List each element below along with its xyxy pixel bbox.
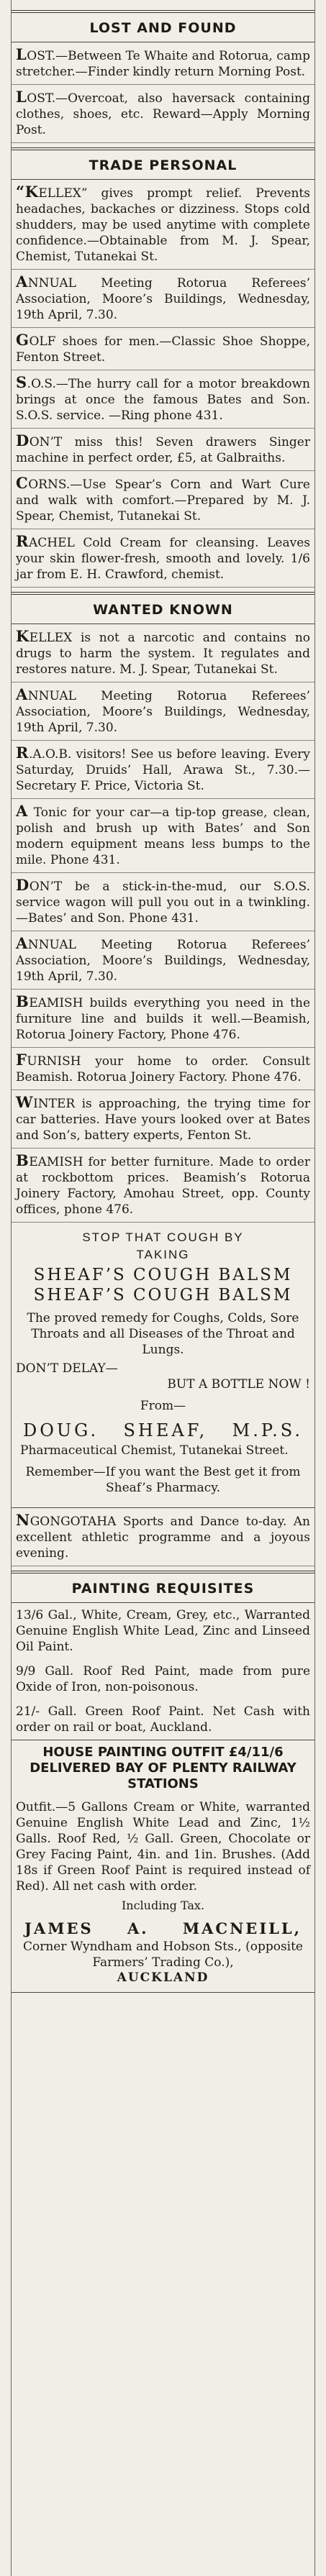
ad-furnish: FURNISH your home to order. Consult Beamish. Rotorua Joinery Factory. Phone 476. [12,1048,314,1090]
ad-lost-stretcher: LOST.—Between Te Whaite and Rotorua, camp stretcher.—Finder kindly return Morning Post. [12,42,314,85]
sheaf-pharm: Pharmaceutical Chemist, Tutanekai Street. [20,1443,289,1458]
ad-ngongotaha: NGONGOTAHA Sports and Dance to-day. An excellent athletic programme and a joyous evening. [12,1508,314,1566]
ad-winter: WINTER is approaching, the trying time for car batteries. Have yours looked over at Bates and Son’s, battery experts, Fenton St. [12,1090,314,1148]
sheaf-advert [12,1223,314,1507]
sheaf-body: The proved remedy for Coughs, Colds, Sore Throats and all Diseases of the Throat and Lungs. [27,1311,299,1357]
trade-personal-heading: TRADE PERSONAL [12,150,314,180]
classified-page [11,0,315,2576]
ad-tonic: A Tonic for your car—a tip-top grease, clean, polish and brush up with Bates’ and Son modern equipment means less bumps to the mile. Phone 431. [12,799,314,873]
paint-item-roof-red: 9/9 Gall. Roof Red Paint, made from pure Oxide of Iron, non-poisonous. [16,1664,310,1694]
sheaf-doug-name: DOUG. SHEAF, M.P.S. [23,1420,303,1440]
lost-found-heading: LOST AND FOUND [12,13,314,42]
ad-beamish-better: BEAMISH for better furniture. Made to order at rockbottom prices. Beamish’s Rotorua Joinery Factory, Amohau Street, opp. County offices, phone 476. [12,1148,314,1223]
ad-stick-in-mud: DON’T be a stick-in-the-mud, our S.O.S. service wagon will pull you out in a twinkling.—Bates’ and Son. Phone 431. [12,873,314,931]
sheaf-title-line1: STOP THAT COUGH BY [82,1230,244,1244]
ad-annual-meeting: ANNUAL Meeting Rotorua Referees’ Association, Moore’s Buildings, Wednesday, 19th April, 7.30. [12,270,314,328]
painting-heading: PAINTING REQUISITES [12,1574,314,1603]
bottom-rule [12,1992,314,1993]
macneill-address: Corner Wyndham and Hobson Sts., (opposite Farmers’ Trading Co.), [22,1940,303,1970]
sheaf-remember: Remember—If you want the Best get it from Sheaf’s Pharmacy. [25,1465,301,1495]
paint-item-green: 21/- Gall. Green Roof Paint. Net Cash with order on rail or boat, Auckland. [16,1704,310,1735]
sheaf-title-line2: TAKING [136,1248,190,1261]
paint-item-white: 13/6 Gal., White, Cream, Grey, etc., Warranted Genuine English White Lead, Zinc and Linseed Oil Paint. [16,1608,310,1654]
ad-annual-meeting-2: ANNUAL Meeting Rotorua Referees’ Association, Moore’s Buildings, Wednesday, 19th April, 7.30. [12,682,314,741]
wanted-known-heading: WANTED KNOWN [12,595,314,624]
ad-kellex-narcotic: KELLEX is not a narcotic and contains no drugs to harm the system. It regulates and restores nature. M. J. Spear, Tutanekai St. [12,624,314,682]
sheaf-dont-delay: DON’T DELAY— [16,1361,118,1376]
sheaf-buy-now: BUT A BOTTLE NOW ! [167,1377,310,1392]
ad-lost-overcoat: LOST.—Overcoat, also haversack containing clothes, shoes, etc. Reward—Apply Morning Post. [12,85,314,143]
ad-rachel: RACHEL Cold Cream for cleansing. Leaves your skin flower-fresh, smooth and lovely. 1/6 jar from E. H. Crawford, chemist. [12,529,314,588]
sheaf-from: From— [140,1399,186,1413]
ad-corns: CORNS.—Use Spear’s Corn and Wart Cure and walk with comfort.—Prepared by M. J. Spear, Chemist, Tutanekai St. [12,471,314,529]
house-outfit-heading: HOUSE PAINTING OUTFIT £4/11/6 DELIVERED BAY OF PLENTY RAILWAY STATIONS [12,1740,314,1795]
ad-kellex: “KELLEX” gives prompt relief. Prevents headaches, backaches or dizziness. Stops cold shudders, may be used anytime with complete confidence.—Obtainable from M. J. Spear, Chemist, Tutanekai St. [12,180,314,270]
james-macneill: JAMES A. MACNEILL, [24,1919,302,1937]
ad-singer: DON’T miss this! Seven drawers Singer machine in perfect order, £5, at Galbraiths. [12,429,314,471]
ad-annual-meeting-3: ANNUAL Meeting Rotorua Referees’ Association, Moore’s Buildings, Wednesday, 19th April, 7.30. [12,931,314,990]
ad-golf-shoes: GOLF shoes for men.—Classic Shoe Shoppe, Fenton Street. [12,328,314,370]
including-tax: Including Tax. [121,1899,205,1912]
ad-sos: S.O.S.—The hurry call for a motor breakdown brings at once the famous Bates and Son. S.O.S. service. —Ring phone 431. [12,370,314,429]
macneill-city: AUCKLAND [117,1970,209,1985]
ad-beamish-builds: BEAMISH builds everything you need in the furniture line and builds it well.—Beamish, Rotorua Joinery Factory, Phone 476. [12,990,314,1048]
ad-raob: R.A.O.B. visitors! See us before leaving. Every Saturday, Druids’ Hall, Arawa St., 7.30.—Secretary F. Price, Victoria St. [12,741,314,799]
house-outfit-text: Outfit.—5 Gallons Cream or White, warranted Genuine English White Lead and Zinc, 1½ Galls. Roof Red, ½ Gall. Green, Chocolate or Grey Facing Paint, 4in. and 1in. Brushes. (Add 18s if Green Roof Paint is required instead of Red). All net cash with order. [16,1800,310,1894]
sheaf-brand-line2: SHEAF’S COUGH BALSM [33,1286,293,1305]
sheaf-brand-line1: SHEAF’S COUGH BALSM [33,1266,293,1284]
